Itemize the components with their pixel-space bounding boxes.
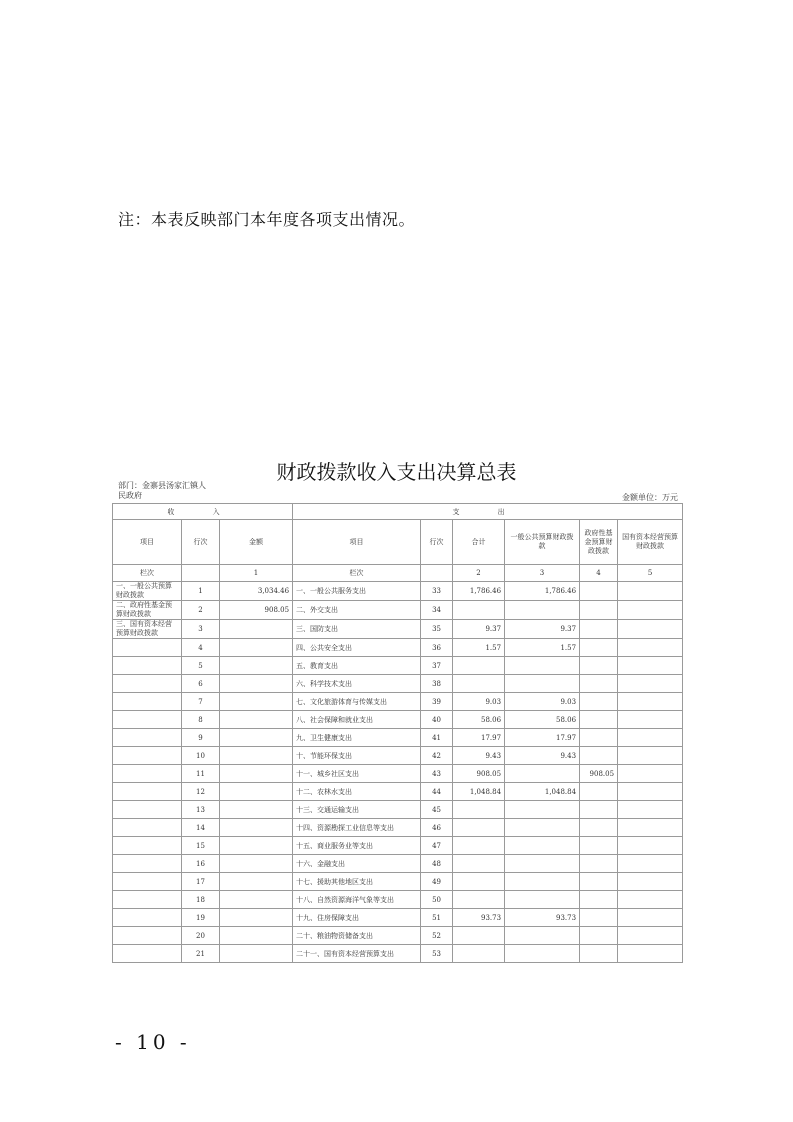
expense-row-no-cell: 41 [421, 729, 453, 747]
general-budget-cell: 1,786.46 [505, 582, 580, 601]
header-gov-fund: 政府性基金预算财政拨款 [580, 520, 618, 565]
index-empty [182, 565, 220, 582]
income-amount-cell [220, 873, 293, 891]
total-cell: 1,048.84 [453, 783, 505, 801]
table-row [113, 620, 683, 639]
table-row [113, 729, 683, 747]
income-item-cell [113, 639, 182, 657]
table-row [113, 873, 683, 891]
general-budget-cell: 58.06 [505, 711, 580, 729]
expense-item-cell: 六、科学技术支出 [293, 675, 421, 693]
gov-fund-cell [580, 639, 618, 657]
income-amount-cell [220, 657, 293, 675]
income-item-cell [113, 783, 182, 801]
income-amount-cell [220, 747, 293, 765]
expense-item-cell: 一、一般公共服务支出 [293, 582, 421, 601]
income-row-no-cell: 13 [182, 801, 220, 819]
income-amount-cell [220, 711, 293, 729]
income-row-no-cell: 5 [182, 657, 220, 675]
total-cell [453, 819, 505, 837]
total-cell: 1,786.46 [453, 582, 505, 601]
total-cell [453, 601, 505, 620]
index-amount: 1 [220, 565, 293, 582]
total-cell [453, 891, 505, 909]
income-item-cell: 三、国有资本经营预算财政拨款 [113, 620, 182, 639]
total-cell: 17.97 [453, 729, 505, 747]
expense-row-no-cell: 45 [421, 801, 453, 819]
state-capital-cell [618, 693, 683, 711]
expense-row-no-cell: 43 [421, 765, 453, 783]
general-budget-cell [505, 801, 580, 819]
total-cell: 9.37 [453, 620, 505, 639]
general-budget-cell [505, 873, 580, 891]
gov-fund-cell [580, 711, 618, 729]
total-cell: 58.06 [453, 711, 505, 729]
header-expense-row-no: 行次 [421, 520, 453, 565]
general-budget-cell [505, 891, 580, 909]
gov-fund-cell [580, 783, 618, 801]
income-row-no-cell: 4 [182, 639, 220, 657]
total-cell: 908.05 [453, 765, 505, 783]
index-total: 2 [453, 565, 505, 582]
state-capital-cell [618, 783, 683, 801]
expense-item-cell: 四、公共安全支出 [293, 639, 421, 657]
group-income-header: 收 入 [113, 504, 293, 520]
income-row-no-cell: 9 [182, 729, 220, 747]
income-item-cell [113, 765, 182, 783]
table-row [113, 711, 683, 729]
fiscal-summary-table [112, 503, 683, 963]
state-capital-cell [618, 855, 683, 873]
income-amount-cell [220, 639, 293, 657]
gov-fund-cell [580, 675, 618, 693]
income-item-cell [113, 657, 182, 675]
expense-item-cell: 十七、援助其他地区支出 [293, 873, 421, 891]
header-total: 合计 [453, 520, 505, 565]
gov-fund-cell [580, 891, 618, 909]
total-cell [453, 837, 505, 855]
income-amount-cell [220, 693, 293, 711]
expense-item-cell: 十一、城乡社区支出 [293, 765, 421, 783]
gov-fund-cell [580, 657, 618, 675]
index-general-budget: 3 [505, 565, 580, 582]
state-capital-cell [618, 873, 683, 891]
general-budget-cell [505, 837, 580, 855]
expense-item-cell: 九、卫生健康支出 [293, 729, 421, 747]
total-cell [453, 927, 505, 945]
income-row-no-cell: 10 [182, 747, 220, 765]
table-row [113, 837, 683, 855]
income-item-cell [113, 945, 182, 963]
expense-row-no-cell: 50 [421, 891, 453, 909]
group-expense-header: 支 出 [293, 504, 683, 520]
state-capital-cell [618, 837, 683, 855]
income-amount-cell [220, 819, 293, 837]
expense-row-no-cell: 46 [421, 819, 453, 837]
index-expense-empty [421, 565, 453, 582]
expense-row-no-cell: 53 [421, 945, 453, 963]
expense-row-no-cell: 52 [421, 927, 453, 945]
income-item-cell [113, 711, 182, 729]
general-budget-cell [505, 819, 580, 837]
income-item-cell [113, 855, 182, 873]
gov-fund-cell [580, 945, 618, 963]
income-amount-cell [220, 765, 293, 783]
total-cell [453, 945, 505, 963]
income-amount-cell [220, 909, 293, 927]
state-capital-cell [618, 620, 683, 639]
expense-item-cell: 八、社会保障和就业支出 [293, 711, 421, 729]
gov-fund-cell [580, 837, 618, 855]
income-amount-cell [220, 855, 293, 873]
expense-row-no-cell: 33 [421, 582, 453, 601]
income-amount-cell [220, 729, 293, 747]
general-budget-cell [505, 945, 580, 963]
state-capital-cell [618, 711, 683, 729]
table-row [113, 582, 683, 601]
expense-row-no-cell: 48 [421, 855, 453, 873]
income-item-cell: 一、一般公共预算财政拨款 [113, 582, 182, 601]
state-capital-cell [618, 945, 683, 963]
table-row [113, 675, 683, 693]
group-header-row [113, 504, 683, 520]
general-budget-cell: 1.57 [505, 639, 580, 657]
header-state-capital: 国有资本经营预算财政拨款 [618, 520, 683, 565]
index-gov-fund: 4 [580, 565, 618, 582]
general-budget-cell [505, 855, 580, 873]
income-item-cell [113, 693, 182, 711]
income-amount-cell [220, 891, 293, 909]
expense-item-cell: 十、节能环保支出 [293, 747, 421, 765]
header-row-no: 行次 [182, 520, 220, 565]
income-row-no-cell: 3 [182, 620, 220, 639]
header-general-budget: 一般公共预算财政拨款 [505, 520, 580, 565]
state-capital-cell [618, 601, 683, 620]
gov-fund-cell [580, 855, 618, 873]
gov-fund-cell [580, 801, 618, 819]
total-cell [453, 873, 505, 891]
gov-fund-cell [580, 819, 618, 837]
state-capital-cell [618, 927, 683, 945]
income-row-no-cell: 15 [182, 837, 220, 855]
income-row-no-cell: 1 [182, 582, 220, 601]
table-row [113, 891, 683, 909]
page-title: 财政拨款收入支出决算总表 [276, 460, 517, 484]
income-row-no-cell: 19 [182, 909, 220, 927]
expense-item-cell: 十四、资源勘探工业信息等支出 [293, 819, 421, 837]
expense-row-no-cell: 39 [421, 693, 453, 711]
total-cell [453, 675, 505, 693]
gov-fund-cell [580, 909, 618, 927]
income-amount-cell [220, 675, 293, 693]
expense-row-no-cell: 34 [421, 601, 453, 620]
expense-row-no-cell: 35 [421, 620, 453, 639]
total-cell [453, 657, 505, 675]
income-row-no-cell: 12 [182, 783, 220, 801]
income-item-cell [113, 909, 182, 927]
income-amount-cell [220, 620, 293, 639]
income-row-no-cell: 11 [182, 765, 220, 783]
income-amount-cell [220, 837, 293, 855]
state-capital-cell [618, 639, 683, 657]
expense-row-no-cell: 36 [421, 639, 453, 657]
expense-item-cell: 二十、粮油物资储备支出 [293, 927, 421, 945]
gov-fund-cell [580, 693, 618, 711]
income-amount-cell [220, 783, 293, 801]
table-row [113, 783, 683, 801]
header-expense-item: 项目 [293, 520, 421, 565]
income-item-cell [113, 747, 182, 765]
state-capital-cell [618, 801, 683, 819]
unit-label: 金额单位：万元 [622, 493, 678, 502]
income-item-cell [113, 801, 182, 819]
general-budget-cell: 93.73 [505, 909, 580, 927]
income-amount-cell [220, 927, 293, 945]
income-item-cell [113, 873, 182, 891]
income-row-no-cell: 16 [182, 855, 220, 873]
expense-item-cell: 十九、住房保障支出 [293, 909, 421, 927]
expense-row-no-cell: 40 [421, 711, 453, 729]
table-row [113, 693, 683, 711]
income-row-no-cell: 2 [182, 601, 220, 620]
expense-item-cell: 七、文化旅游体育与传媒支出 [293, 693, 421, 711]
expense-item-cell: 二十一、国有资本经营预算支出 [293, 945, 421, 963]
general-budget-cell: 9.37 [505, 620, 580, 639]
table-row [113, 819, 683, 837]
table-note: 注：本表反映部门本年度各项支出情况。 [118, 210, 416, 229]
total-cell [453, 801, 505, 819]
income-row-no-cell: 6 [182, 675, 220, 693]
general-budget-cell: 9.43 [505, 747, 580, 765]
income-item-cell [113, 927, 182, 945]
expense-row-no-cell: 47 [421, 837, 453, 855]
state-capital-cell [618, 729, 683, 747]
table-row [113, 639, 683, 657]
total-cell: 9.03 [453, 693, 505, 711]
column-index-row [113, 565, 683, 582]
general-budget-cell: 17.97 [505, 729, 580, 747]
index-label: 栏次 [113, 565, 182, 582]
income-amount-cell: 3,034.46 [220, 582, 293, 601]
expense-item-cell: 十六、金融支出 [293, 855, 421, 873]
expense-row-no-cell: 37 [421, 657, 453, 675]
expense-row-no-cell: 51 [421, 909, 453, 927]
column-header-row [113, 520, 683, 565]
income-amount-cell [220, 801, 293, 819]
table-row [113, 927, 683, 945]
state-capital-cell [618, 909, 683, 927]
table-row [113, 909, 683, 927]
gov-fund-cell [580, 729, 618, 747]
expense-item-cell: 十二、农林水支出 [293, 783, 421, 801]
general-budget-cell [505, 927, 580, 945]
expense-item-cell: 十五、商业服务业等支出 [293, 837, 421, 855]
department-label: 部门：金寨县汤家汇镇人民政府 [118, 481, 206, 500]
expense-row-no-cell: 38 [421, 675, 453, 693]
income-row-no-cell: 14 [182, 819, 220, 837]
table-row [113, 657, 683, 675]
general-budget-cell: 1,048.84 [505, 783, 580, 801]
income-row-no-cell: 18 [182, 891, 220, 909]
general-budget-cell [505, 765, 580, 783]
table-row [113, 855, 683, 873]
income-item-cell [113, 891, 182, 909]
expense-item-cell: 三、国防支出 [293, 620, 421, 639]
header-item: 项目 [113, 520, 182, 565]
state-capital-cell [618, 675, 683, 693]
income-amount-cell: 908.05 [220, 601, 293, 620]
income-row-no-cell: 20 [182, 927, 220, 945]
page-number: - 10 - [115, 1030, 191, 1054]
state-capital-cell [618, 891, 683, 909]
expense-item-cell: 五、教育支出 [293, 657, 421, 675]
table-row [113, 801, 683, 819]
state-capital-cell [618, 657, 683, 675]
expense-row-no-cell: 49 [421, 873, 453, 891]
general-budget-cell [505, 675, 580, 693]
gov-fund-cell [580, 927, 618, 945]
total-cell [453, 855, 505, 873]
total-cell: 9.43 [453, 747, 505, 765]
state-capital-cell [618, 747, 683, 765]
income-item-cell [113, 675, 182, 693]
income-item-cell [113, 729, 182, 747]
gov-fund-cell [580, 747, 618, 765]
expense-row-no-cell: 44 [421, 783, 453, 801]
index-state-capital: 5 [618, 565, 683, 582]
income-row-no-cell: 17 [182, 873, 220, 891]
total-cell: 93.73 [453, 909, 505, 927]
state-capital-cell [618, 819, 683, 837]
gov-fund-cell [580, 873, 618, 891]
income-row-no-cell: 8 [182, 711, 220, 729]
table-row [113, 747, 683, 765]
income-item-cell [113, 819, 182, 837]
table-row [113, 765, 683, 783]
header-amount: 金额 [220, 520, 293, 565]
gov-fund-cell [580, 582, 618, 601]
state-capital-cell [618, 765, 683, 783]
expense-item-cell: 十三、交通运输支出 [293, 801, 421, 819]
gov-fund-cell: 908.05 [580, 765, 618, 783]
general-budget-cell [505, 601, 580, 620]
expense-row-no-cell: 42 [421, 747, 453, 765]
index-expense-label: 栏次 [293, 565, 421, 582]
expense-item-cell: 十八、自然资源海洋气象等支出 [293, 891, 421, 909]
income-amount-cell [220, 945, 293, 963]
general-budget-cell [505, 657, 580, 675]
income-item-cell [113, 837, 182, 855]
expense-item-cell: 二、外交支出 [293, 601, 421, 620]
general-budget-cell: 9.03 [505, 693, 580, 711]
gov-fund-cell [580, 620, 618, 639]
income-item-cell: 二、政府性基金预算财政拨款 [113, 601, 182, 620]
table-row [113, 945, 683, 963]
income-row-no-cell: 21 [182, 945, 220, 963]
table-row [113, 601, 683, 620]
total-cell: 1.57 [453, 639, 505, 657]
state-capital-cell [618, 582, 683, 601]
income-row-no-cell: 7 [182, 693, 220, 711]
gov-fund-cell [580, 601, 618, 620]
